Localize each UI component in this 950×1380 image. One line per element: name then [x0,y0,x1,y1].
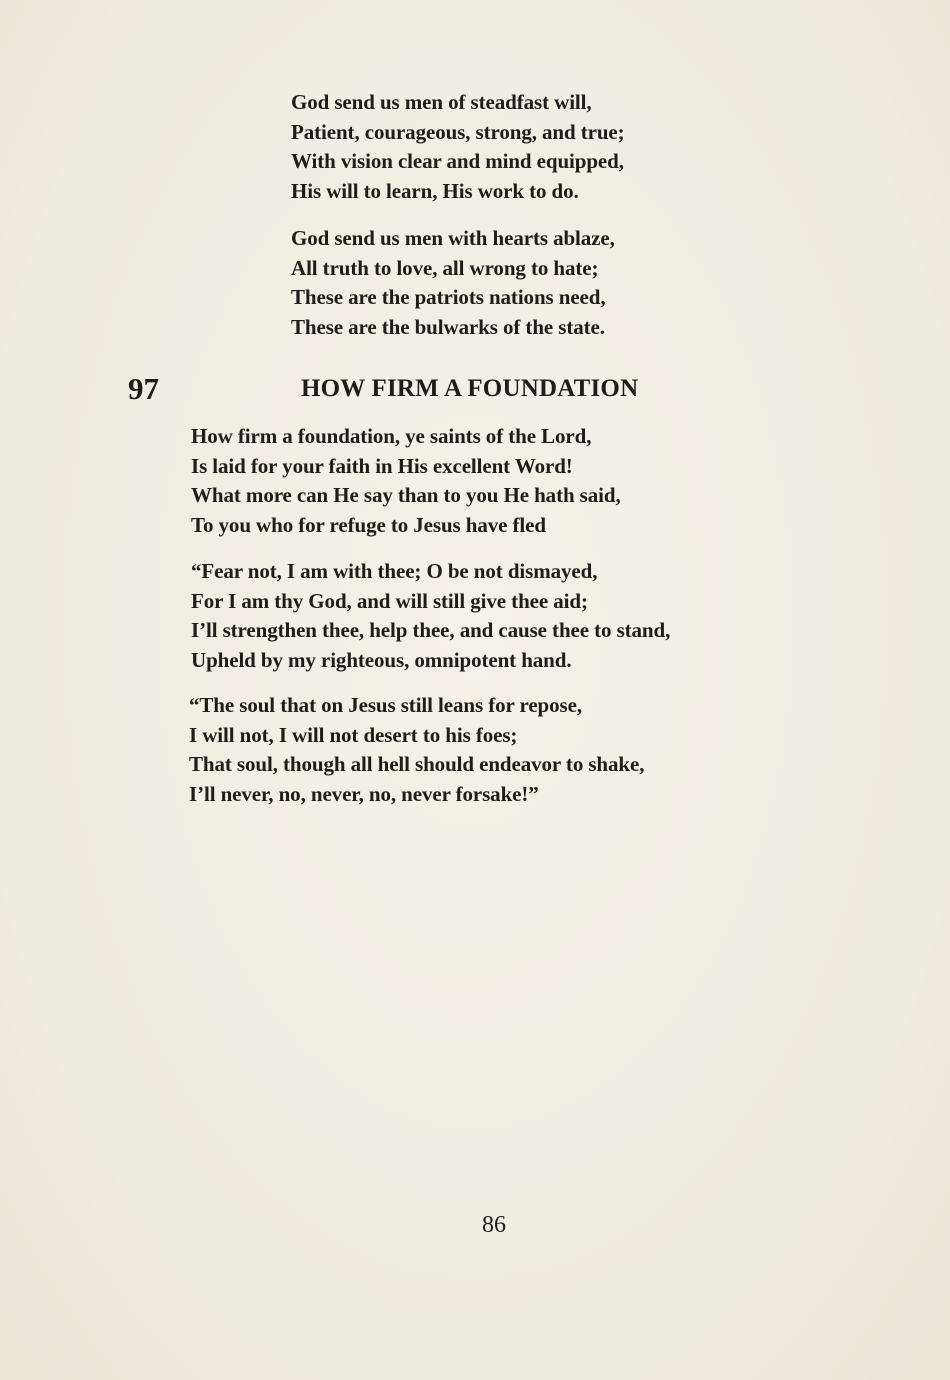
verse-line: That soul, though all hell should endeavor to shake, [189,752,645,776]
verse-line: With vision clear and mind equipped, [291,149,624,173]
verse-line: Upheld by my righteous, omnipotent hand. [191,647,572,672]
hymn-stanza-2 [191,557,670,675]
verse-line: I’ll never, no, never, no, never forsake!” [189,781,539,806]
verse-line: How firm a foundation, ye saints of the Lord, [191,424,592,448]
verse-line: God send us men with hearts ablaze, [291,226,615,250]
stanza-continued-1 [291,88,625,206]
hymn-stanza-1 [191,422,621,540]
verse-line: Is laid for your faith in His excellent Word! [191,453,573,478]
verse-line: These are the patriots nations need, [291,285,606,309]
verse-line: To you who for refuge to Jesus have fled [191,512,546,537]
verse-line: I’ll strengthen thee, help thee, and cause thee to stand, [191,618,671,642]
verse-line: “The soul that on Jesus still leans for repose, [189,693,582,717]
hymn-number: 97 [128,371,159,406]
stanza-continued-2 [291,224,615,342]
verse-line: All truth to love, all wrong to hate; [291,255,599,280]
hymn-stanza-3 [189,691,644,809]
verse-line: What more can He say than to you He hath said, [191,483,621,507]
verse-line: I will not, I will not desert to his foes; [189,722,518,747]
verse-line: These are the bulwarks of the state. [291,314,605,339]
verse-line: Patient, courageous, strong, and true; [291,119,625,144]
hymn-title: HOW FIRM A FOUNDATION [301,375,639,402]
verse-line: God send us men of steadfast will, [291,90,592,114]
verse-line: His will to learn, His work to do. [291,178,579,203]
verse-line: For I am thy God, and will still give thee aid; [191,588,588,613]
verse-line: “Fear not, I am with thee; O be not dismayed, [191,559,598,583]
page-number: 86 [482,1212,506,1238]
